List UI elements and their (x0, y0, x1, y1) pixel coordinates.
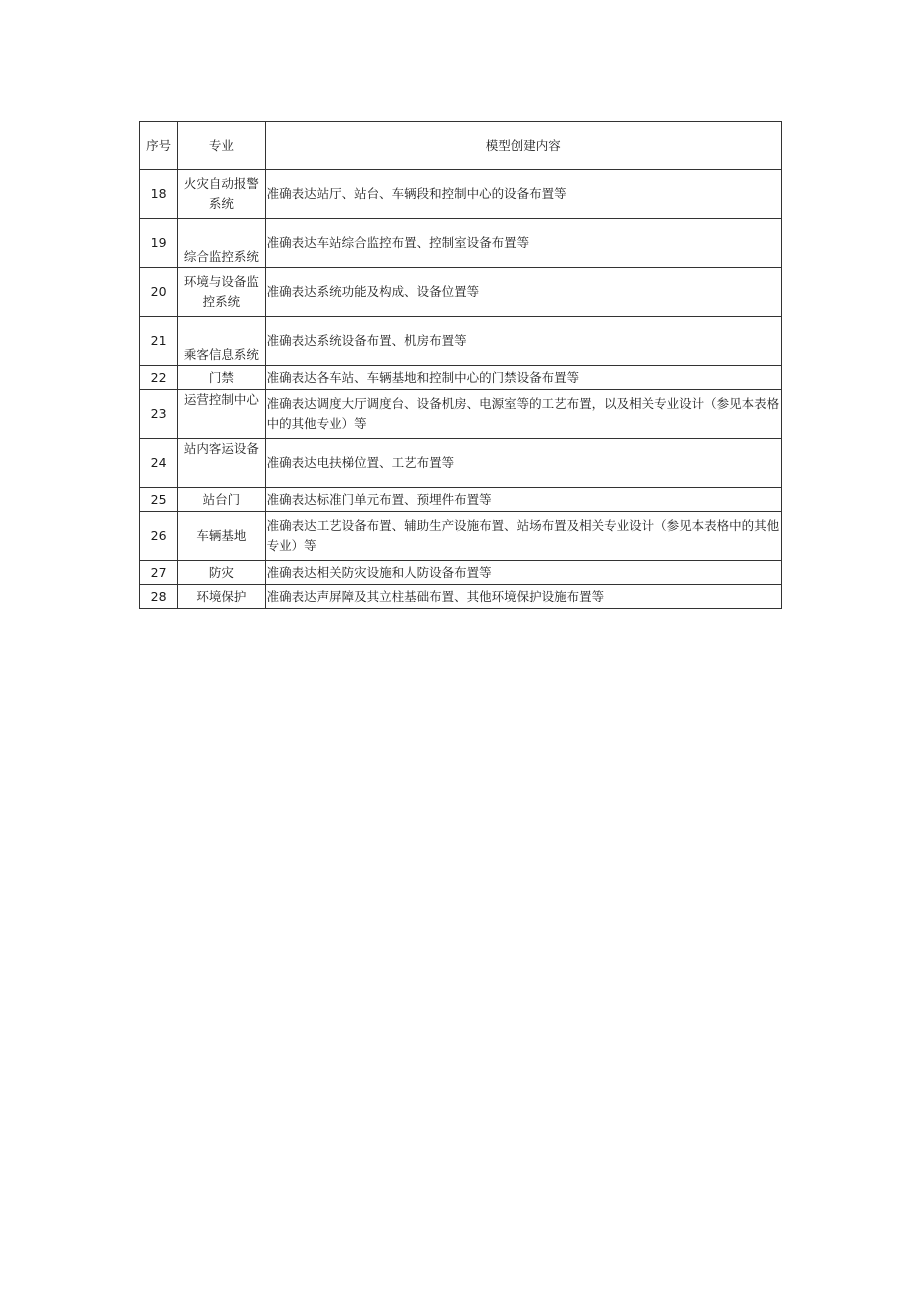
table-row (140, 170, 782, 219)
row-content: 准确表达各车站、车辆基地和控制中心的门禁设备布置等 (265, 366, 781, 390)
row-content: 准确表达声屏障及其立柱基础布置、其他环境保护设施布置等 (265, 585, 781, 609)
row-major: 车辆基地 (178, 512, 265, 561)
row-content: 准确表达调度大厅调度台、设备机房、电源室等的工艺布置，以及相关专业设计（参见本表格中的其他专业）等 (265, 390, 781, 439)
row-serial-number: 25 (140, 488, 178, 512)
header-model-content: 模型创建内容 (265, 122, 781, 170)
row-serial-number: 19 (140, 219, 178, 268)
row-content: 准确表达站厅、站台、车辆段和控制中心的设备布置等 (265, 170, 781, 219)
row-content: 准确表达车站综合监控布置、控制室设备布置等 (265, 219, 781, 268)
header-serial-number: 序号 (140, 122, 178, 170)
row-major: 综合监控系统 (178, 219, 265, 268)
row-serial-number: 28 (140, 585, 178, 609)
row-major: 环境与设备监控系统 (178, 268, 265, 317)
table-row (140, 512, 782, 561)
row-serial-number: 24 (140, 439, 178, 488)
table-row (140, 585, 782, 609)
header-major: 专业 (178, 122, 265, 170)
row-serial-number: 21 (140, 317, 178, 366)
row-major: 火灾自动报警系统 (178, 170, 265, 219)
row-major: 乘客信息系统 (178, 317, 265, 366)
table-row (140, 390, 782, 439)
row-major: 站台门 (178, 488, 265, 512)
row-major: 门禁 (178, 366, 265, 390)
row-serial-number: 22 (140, 366, 178, 390)
row-serial-number: 26 (140, 512, 178, 561)
table-row (140, 488, 782, 512)
table-row (140, 439, 782, 488)
row-major: 站内客运设备 (178, 439, 265, 488)
row-major: 防灾 (178, 561, 265, 585)
row-major: 环境保护 (178, 585, 265, 609)
row-serial-number: 18 (140, 170, 178, 219)
row-serial-number: 27 (140, 561, 178, 585)
row-content: 准确表达系统设备布置、机房布置等 (265, 317, 781, 366)
row-content: 准确表达电扶梯位置、工艺布置等 (265, 439, 781, 488)
row-content: 准确表达系统功能及构成、设备位置等 (265, 268, 781, 317)
table-header-row (140, 122, 782, 170)
table-row (140, 219, 782, 268)
table-row (140, 317, 782, 366)
row-serial-number: 23 (140, 390, 178, 439)
row-content: 准确表达标准门单元布置、预埋件布置等 (265, 488, 781, 512)
row-content: 准确表达工艺设备布置、辅助生产设施布置、站场布置及相关专业设计（参见本表格中的其他专业）等 (265, 512, 781, 561)
table-row (140, 268, 782, 317)
table-row (140, 366, 782, 390)
table-row (140, 561, 782, 585)
model-content-table (139, 121, 782, 609)
row-content: 准确表达相关防灾设施和人防设备布置等 (265, 561, 781, 585)
row-serial-number: 20 (140, 268, 178, 317)
row-major: 运营控制中心 (178, 390, 265, 439)
